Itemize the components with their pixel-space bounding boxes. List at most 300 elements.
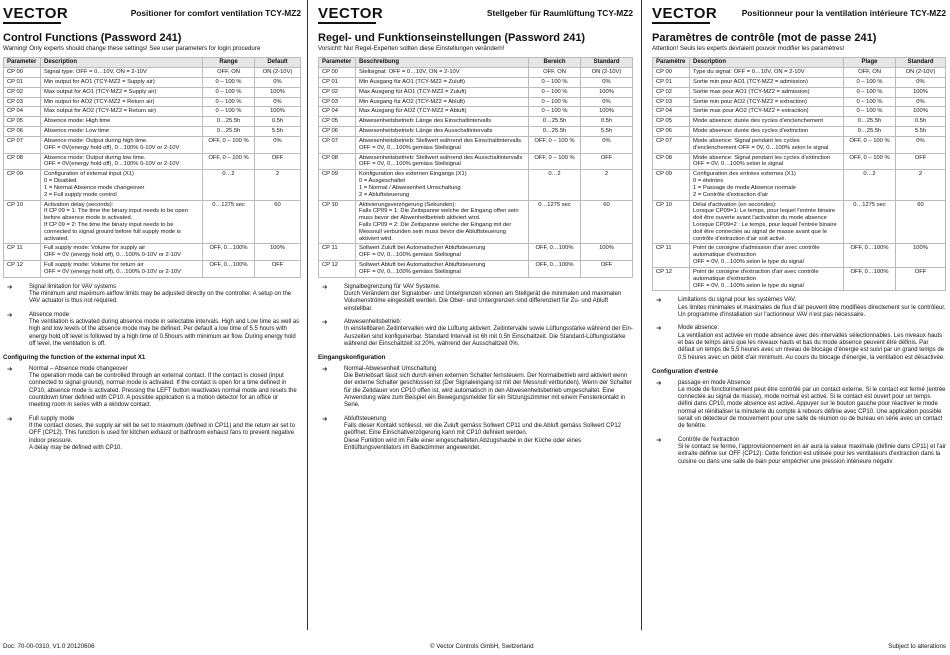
- param-description: Type du signal: OFF = 0…10V, ON = 2-10V: [690, 68, 844, 78]
- table-row: [319, 244, 633, 261]
- table-row: [319, 77, 633, 87]
- page-header: [3, 0, 301, 24]
- table-row: [653, 127, 946, 137]
- table-row: [319, 107, 633, 117]
- param-range: OFF, 0…100%: [203, 261, 255, 278]
- header-title: Stellgeber für Raumlüftung TCY-MZ2: [486, 8, 633, 18]
- note-body: Si le contact se ferme, l'approvisionnement en air aura la valeur maximale (définie dans CP11) et l'air extraite définie sur OFF (CP12). Cette fonction est utilisée pour les ventilateurs d'extraction dans la cuisine ou dans une salle de bain pour empêcher une pression intérieure négativ: [678, 444, 946, 465]
- param-default: 60: [255, 200, 301, 244]
- note-text: [678, 437, 946, 466]
- vector-logo: VECTOR: [318, 5, 384, 22]
- subsection-heading: Eingangskonfiguration: [318, 354, 386, 362]
- table-row: [319, 127, 633, 137]
- note-item: [652, 380, 946, 431]
- section-title: Paramètres de contrôle (mot de passe 241): [652, 32, 877, 44]
- column-french: [652, 0, 946, 630]
- param-default: 2: [255, 170, 301, 200]
- param-code: CP 05: [653, 117, 690, 127]
- param-default: 60: [896, 200, 946, 244]
- note-item: [652, 297, 946, 319]
- param-description: Sortie max pour AO2 (TCY-MZ2 = extraction): [690, 107, 844, 117]
- param-default: 100%: [581, 107, 633, 117]
- table-row: [653, 97, 946, 107]
- param-range: 0…25.5h: [844, 127, 896, 137]
- table-row: [653, 107, 946, 117]
- param-range: 0…25.5h: [203, 127, 255, 137]
- param-default: 0.5h: [896, 117, 946, 127]
- table-row: [4, 170, 301, 200]
- param-default: 0.5h: [255, 117, 301, 127]
- param-range: 0…25.5h: [529, 127, 581, 137]
- section-title: Control Functions (Password 241): [3, 32, 182, 44]
- footer-copyright: © Vector Controls GmbH, Switzerland: [430, 643, 534, 650]
- table-row: [653, 117, 946, 127]
- note-title: Mode absence:: [678, 325, 720, 332]
- param-description: Min Ausgang für AO1 (TCY-MZ2 = Zuluft): [356, 77, 529, 87]
- param-default: 0%: [255, 97, 301, 107]
- param-code: CP 11: [4, 244, 41, 261]
- note-body: The ventilation is activated during absence mode in selectable intervals. High and Low time as well as high and low levels of the absence mode may be defined. Per default a low time of 5.5 hours with energy hold off level is followed by a high time of 0.5hours with minimum air flow. During energy hold off level, the ventilation is off.: [29, 319, 300, 347]
- header-title: Positionneur pour la ventilation intérieure TCY-MZ2: [741, 8, 946, 18]
- note-text: [29, 284, 301, 306]
- param-description: Sollwert Zuluft bei Automatischer Abluftsteuerung OFF = 0V, 0…100% gemäss Stellsignal: [356, 244, 529, 261]
- param-code: CP 04: [653, 107, 690, 117]
- page-header: [318, 0, 633, 24]
- col-header-range: Bereich: [529, 58, 581, 68]
- note-text: [344, 416, 633, 453]
- note-title: Signal limitation for VAV systems: [29, 283, 117, 290]
- param-default: 5.5h: [255, 127, 301, 137]
- note-item: [3, 366, 301, 410]
- note-text: [678, 380, 946, 431]
- col-header-description: Description: [690, 58, 844, 68]
- param-range: OFF, ON: [844, 68, 896, 78]
- param-default: 0%: [255, 136, 301, 153]
- vector-logo: VECTOR: [3, 5, 69, 22]
- param-range: 0 – 100 %: [203, 77, 255, 87]
- param-default: OFF: [581, 153, 633, 170]
- param-code: CP 04: [4, 107, 41, 117]
- param-range: 0 – 100 %: [529, 87, 581, 97]
- param-range: 0…1275 sec: [844, 200, 896, 244]
- note-item: [652, 437, 946, 466]
- col-header-default: Default: [255, 58, 301, 68]
- note-title: Abluftsteuerung: [344, 415, 387, 422]
- param-default: 0%: [581, 77, 633, 87]
- param-code: CP 05: [4, 117, 41, 127]
- param-code: CP 08: [319, 153, 356, 170]
- param-range: OFF, 0…100%: [844, 267, 896, 290]
- param-code: CP 12: [319, 261, 356, 278]
- param-code: CP 10: [319, 200, 356, 244]
- param-range: 0 – 100 %: [844, 97, 896, 107]
- param-range: 0…25.5h: [844, 117, 896, 127]
- param-description: Absence mode: Output during high time. OFF = 0V(energy hold off), 0…100% 0-10V or 2-10V: [41, 136, 203, 153]
- param-description: Activation delay (seconds): If CP 09 = 1: The time the binary input needs to be open before absence mode is activated. If CP 09 = 2: The time the binary input needs to be connected to signal ground before full supply mode is activated.: [41, 200, 203, 244]
- subsection-heading: Configuring the function of the external input X1: [3, 354, 146, 362]
- param-default: 100%: [896, 107, 946, 117]
- col-header-parameter: Parameter: [4, 58, 41, 68]
- param-code: CP 12: [4, 261, 41, 278]
- table-body: [4, 68, 301, 278]
- param-description: Full supply mode: Volume for return air OFF = 0V (energy hold off), 0…100% 0-10V or 2-10V: [41, 261, 203, 278]
- table-row: [653, 77, 946, 87]
- note-body: Le mode de fonctionnement peut être contrôlé par un contact externe. Si le contact est fermé (entrée connectée au signal de masse), mode normal est activé. Si le contact est ouvert pour un temps défini dans CP10, mode absence est activé. Appuyer sur le bouton gauche pour réactiver le mode normal et réinitialiser la minuterie du compte à rebours définie avec CP10. Une application possible serait un détecteur de mouvement pour une salle de réunion ou de bureau en série avec un contact de fenêtre.: [678, 386, 946, 430]
- param-description: Abwesenheitsbetrieb: Stellwert während des Ausschaltintervalls OFF = 0V, 0…100% gemäss Stellsignal: [356, 153, 529, 170]
- section-title: Regel- und Funktionseinstellungen (Password 241): [318, 32, 586, 44]
- table-row: [4, 153, 301, 170]
- note-title: Contrôle de l'extraction: [678, 436, 740, 443]
- note-body: If the contact closes, the supply air will be set to maximum (defined in CP11) and the return air set to OFF (CP12). This function is used for kitchen exhaust or bathroom exhaust fans to prevent negative indoor pressure. A delay may be defined with CP10.: [29, 423, 296, 451]
- param-description: Absence mode: Low time: [41, 127, 203, 137]
- table-row: [653, 244, 946, 267]
- warning-text: Attention! Seuls les experts devraient pouvoir modifier les paramètres!: [652, 45, 845, 52]
- param-code: CP 09: [319, 170, 356, 200]
- note-item: [3, 416, 301, 453]
- note-item: [652, 325, 946, 362]
- note-item: [318, 416, 633, 453]
- param-description: Min output for AO2 (TCY-MZ2 = Return air): [41, 97, 203, 107]
- param-range: OFF, 0…100%: [844, 244, 896, 267]
- param-code: CP 08: [4, 153, 41, 170]
- param-code: CP 02: [4, 87, 41, 97]
- note-title: Limitations du signal pour les systèmes VAV.: [678, 297, 797, 304]
- param-code: CP 06: [319, 127, 356, 137]
- arrow-icon: ➔: [322, 283, 328, 291]
- note-item: [3, 284, 301, 306]
- column-english: [3, 0, 301, 630]
- param-description: Max Ausgang für AO1 (TCY-MZ2 = Zuluft): [356, 87, 529, 97]
- notes-block: [3, 284, 301, 453]
- note-body: The minimum and maximum airflow limits may be adjusted directly on the controller. A setup on the VAV actuator is thus not required.: [29, 291, 292, 305]
- param-range: 0 – 100 %: [529, 107, 581, 117]
- param-range: 0 – 100 %: [529, 97, 581, 107]
- param-code: CP 03: [319, 97, 356, 107]
- param-range: OFF, 0…100%: [203, 244, 255, 261]
- param-code: CP 06: [4, 127, 41, 137]
- table-row: [319, 97, 633, 107]
- table-body: [653, 68, 946, 291]
- column-divider: [307, 0, 308, 630]
- param-code: CP 03: [653, 97, 690, 107]
- table-row: [4, 77, 301, 87]
- col-header-parameter: Paramètre: [653, 58, 690, 68]
- table-row: [4, 200, 301, 244]
- param-code: CP 09: [653, 170, 690, 200]
- footer-disclaimer: Subject to alterations: [888, 643, 946, 650]
- note-body: In einstellbaren Zeitintervallen wird die Lüftung aktiviert. Zeitintervalle sowie Lüftungsstärke während der Ein-Auszeiten sind konfigurierbar. Standard Intervall ist 6h mit 0.5h Einschaltzeit. Die Standard-Lüftungsstärke während der Einschaltzeit ist 20%, während der Ausschaltzeit 0%.: [344, 326, 633, 347]
- param-default: 100%: [255, 107, 301, 117]
- param-code: CP 07: [653, 136, 690, 153]
- param-description: Signal type: OFF = 0…10V, ON = 2-10V: [41, 68, 203, 78]
- col-header-range: Plage: [844, 58, 896, 68]
- arrow-icon: ➔: [656, 436, 662, 444]
- note-title: passage en mode Absence: [678, 379, 751, 386]
- note-body: Les limites minimales et maximales de flux d'air peuvent être modifiées directement sur le contrôleur. Un programme d'installation sur l'actionneur VAV n'est pas nécessaire.: [678, 304, 946, 319]
- param-default: OFF: [255, 153, 301, 170]
- param-description: Sortie min pour AO2 (TCY-MZ2 = extraction): [690, 97, 844, 107]
- param-range: OFF, 0 – 100 %: [203, 153, 255, 170]
- param-description: Abwesenheitsbetrieb: Länge des Ausschaltintervalls: [356, 127, 529, 137]
- note-title: Abwesenheitsbetrieb:: [344, 319, 402, 326]
- param-default: ON (2-10V): [581, 68, 633, 78]
- table-row: [653, 200, 946, 244]
- arrow-icon: ➔: [7, 311, 13, 319]
- table-row: [4, 107, 301, 117]
- subsection-heading: Configuration d'entrée: [652, 367, 719, 375]
- param-default: 100%: [581, 244, 633, 261]
- param-description: Configuration des entrées externes (X1) 0 = éteintes 1 = Passage de mode Absence normale 2 = Contrôle d'extraction d'air: [690, 170, 844, 200]
- note-body: Falls dieser Kontakt schliesst, wir die Zuluft gemäss Sollwert CP11 und die Abluft gemäss Sollwert CP12 geöffnet. Eine Einschaltverzögerung kann mit CP10 definiert werden. Diese Funktion wird im Falle einer eingeschalteten Abzugshaube in der Küche oder eines Entlüftungsventilators im Badezimmer angewendet.: [344, 423, 622, 451]
- param-range: OFF, ON: [203, 68, 255, 78]
- param-description: Mode absence: durée des cycles d'enclenchement: [690, 117, 844, 127]
- param-code: CP 05: [319, 117, 356, 127]
- param-default: 100%: [255, 87, 301, 97]
- col-header-default: Standard: [581, 58, 633, 68]
- param-range: 0…1275 sec: [203, 200, 255, 244]
- note-title: Signalbegrenzung für VAV Systeme.: [344, 283, 441, 290]
- note-text: [678, 325, 946, 362]
- param-code: CP 02: [653, 87, 690, 97]
- param-code: CP 07: [4, 136, 41, 153]
- param-description: Absence mode: High time: [41, 117, 203, 127]
- param-range: OFF, 0 – 100 %: [844, 136, 896, 153]
- param-description: Configuration of external input (X1) 0 = Disabled 1 = Normal Absence mode changeover 2 = Full supply mode control: [41, 170, 203, 200]
- warning-text: Vorsicht! Nur Regel-Experten sollten diese Einstellungen verändern!: [318, 45, 505, 52]
- param-description: Sortie max pour AO1 (TCY-MZ2 = admission): [690, 87, 844, 97]
- param-description: Mode absence: Signal pendant les cycles d'enclenchement OFF = 0V, 0…100% selon le signal: [690, 136, 844, 153]
- note-title: Normal-Abwesenheit Umschaltung: [344, 365, 437, 372]
- column-divider: [641, 0, 642, 630]
- note-body: Die Betriebsart lässt sich durch einen externen Schalter fernsteuern. Der Normalbetrieb wird aktiviert wenn der externe Schalter geschlossen ist (Der Signaleingang ist mit der Messnull verbunden). Wenn der Schalter für die Zeitdauer von CP10 offen ist, wird automatisch in den Abwesenheitsbetrieb umgeschaltet. Eine Anwendung wäre zum Beispiel ein Bewegungsmelder für ein Sitzungszimmer mit einem Fensterkontakt in Serie.: [344, 373, 632, 409]
- param-description: Sollwert Abluft bei Automatischer Abluftsteuerung OFF = 0V, 0…100% gemäss Stellsignal: [356, 261, 529, 278]
- table-row: [319, 87, 633, 97]
- arrow-icon: ➔: [322, 319, 328, 327]
- param-default: 0%: [255, 77, 301, 87]
- param-description: Full supply mode: Volume for supply air OFF = 0V (energy hold off), 0…100% 0-10V or 2-10V: [41, 244, 203, 261]
- table-row: [653, 267, 946, 290]
- param-code: CP 10: [4, 200, 41, 244]
- arrow-icon: ➔: [322, 365, 328, 373]
- table-row: [4, 117, 301, 127]
- note-title: Full supply mode: [29, 415, 75, 422]
- param-description: Min output for AO1 (TCY-MZ2 = Supply air): [41, 77, 203, 87]
- col-header-range: Range: [203, 58, 255, 68]
- arrow-icon: ➔: [656, 379, 662, 387]
- param-description: Max Ausgang für AO2 (TCY-MZ2 = Abluft): [356, 107, 529, 117]
- note-text: [29, 366, 301, 410]
- table-body: [319, 68, 633, 278]
- param-description: Mode absence: Signal pendant les cycles d'extinction OFF = 0V, 0…100% selon le signal: [690, 153, 844, 170]
- param-code: CP 10: [653, 200, 690, 244]
- param-default: ON (2-10V): [255, 68, 301, 78]
- arrow-icon: ➔: [7, 283, 13, 291]
- table-row: [4, 127, 301, 137]
- param-range: 0…2: [529, 170, 581, 200]
- note-title: Normal – Absence mode changeover: [29, 365, 128, 372]
- param-range: OFF, 0 – 100 %: [529, 153, 581, 170]
- table-row: [319, 261, 633, 278]
- param-range: 0 – 100 %: [844, 87, 896, 97]
- param-range: 0…1275 sec: [529, 200, 581, 244]
- param-range: 0…2: [844, 170, 896, 200]
- param-default: 5.5h: [896, 127, 946, 137]
- param-default: 0%: [581, 97, 633, 107]
- param-range: 0…25.5h: [203, 117, 255, 127]
- table-row: [653, 170, 946, 200]
- param-description: Stellsignal: OFF = 0…10V, ON = 2-10V: [356, 68, 529, 78]
- param-range: 0 – 100 %: [529, 77, 581, 87]
- param-range: OFF, ON: [529, 68, 581, 78]
- param-description: Max output for AO2 (TCY-MZ2 = Return air): [41, 107, 203, 117]
- param-default: OFF: [896, 267, 946, 290]
- note-text: [29, 416, 301, 453]
- param-range: OFF, 0…100%: [529, 244, 581, 261]
- param-range: OFF, 0…100%: [529, 261, 581, 278]
- param-default: 0.5h: [581, 117, 633, 127]
- note-body: Durch Verändern der Signalober- und Untergrenzen können am Stellgerät die minimalen und maximalen Volumenströme eingestellt werden. Die Ober- und Untergrenzen sind differenziert für Zu- und Abluft einstellbar.: [344, 291, 622, 312]
- param-default: ON (2-10V): [896, 68, 946, 78]
- param-code: CP 03: [4, 97, 41, 107]
- param-description: Point de consigne d'extraction d'air avec contrôle automatique d'extraction OFF = 0V, 0…100% selon le type du signal: [690, 267, 844, 290]
- param-description: Délai d'activation (en secondes): Lorsque CP09=1: Le temps, pour lequel l'entrée binaire doit être ouverte avant l'activation du mode absence Lorsque CP09=2 : Le temps, pour lequel l'entrée binaire doit être connectée au signal de masse avant que le contrôle d'extraction d'air soit activé.: [690, 200, 844, 244]
- warning-text: Warning! Only experts should change these settings! See user parameters for login procedure: [3, 45, 261, 52]
- col-header-description: Description: [41, 58, 203, 68]
- param-description: Aktivierungsverzögerung (Sekunden): Falls CP09 = 1: Die Zeitspanne welche der Eingang offen sein muss bevor der Abwenheitbetrieb aktiviert wird. Falls CP09 = 2: Die Zeitspanne welche der Eingang mit der Messnull verbunden sein muss bevor die Abluftsteuerung aktiviert wird.: [356, 200, 529, 244]
- note-item: [318, 366, 633, 410]
- table-row: [653, 136, 946, 153]
- param-default: OFF: [255, 261, 301, 278]
- table-row: [319, 153, 633, 170]
- param-code: CP 01: [319, 77, 356, 87]
- param-default: 60: [581, 200, 633, 244]
- param-default: 2: [896, 170, 946, 200]
- parameter-table: [652, 57, 946, 291]
- param-code: CP 01: [653, 77, 690, 87]
- param-range: 0…25.5h: [529, 117, 581, 127]
- notes-block: [318, 284, 633, 453]
- table-row: [4, 68, 301, 78]
- param-default: OFF: [896, 153, 946, 170]
- param-description: Max output for AO1 (TCY-MZ2 = Supply air): [41, 87, 203, 97]
- param-default: 0%: [896, 136, 946, 153]
- param-code: CP 07: [319, 136, 356, 153]
- param-code: CP 00: [319, 68, 356, 78]
- parameter-table: [3, 57, 301, 278]
- column-german: [318, 0, 633, 630]
- note-text: [344, 366, 633, 410]
- arrow-icon: ➔: [656, 297, 662, 305]
- note-text: [678, 297, 946, 319]
- param-range: OFF, 0 – 100 %: [529, 136, 581, 153]
- arrow-icon: ➔: [7, 415, 13, 423]
- note-item: [318, 284, 633, 313]
- param-description: Absence mode: Output during low time. OFF = 0V(energy hold off), 0…100% 0-10V or 2-10V: [41, 153, 203, 170]
- param-code: CP 08: [653, 153, 690, 170]
- col-header-default: Standard: [896, 58, 946, 68]
- table-row: [653, 87, 946, 97]
- param-code: CP 11: [653, 244, 690, 267]
- param-default: 100%: [896, 244, 946, 267]
- table-row: [319, 170, 633, 200]
- param-code: CP 00: [653, 68, 690, 78]
- param-description: Konfiguration des externen Eingangs (X1) 0 = Ausgeschaltet 1 = Normal / Abwesenheit Umschaltung 2 = Abluftsteuerung: [356, 170, 529, 200]
- param-default: 5.5h: [581, 127, 633, 137]
- param-description: Sortie min pour AO1 (TCY-MZ2 = admission): [690, 77, 844, 87]
- table-row: [4, 136, 301, 153]
- param-default: 0%: [581, 136, 633, 153]
- param-code: CP 04: [319, 107, 356, 117]
- param-range: OFF, 0 – 100 %: [203, 136, 255, 153]
- param-default: 0%: [896, 77, 946, 87]
- note-body: The operation mode can be controlled through an external contact. If the contact is closed (input connected to signal ground), normal mode is activated. If the contact is open for a time defined in CP10, absence mode is activated. Pressing the LEFT button reactivates normal mode and resets the countdown timer defined with CP10. A possible application is a motion detector for an office or meeting room in series with a window contact.: [29, 373, 297, 409]
- logo-underline: [318, 22, 376, 24]
- footer-doc-number: Doc: 70-00-0310, V1.0 20120606: [3, 643, 95, 650]
- param-code: CP 09: [4, 170, 41, 200]
- arrow-icon: ➔: [7, 365, 13, 373]
- param-code: CP 12: [653, 267, 690, 290]
- param-description: Abwesenheitsbetrieb: Stellwert während des Einschaltintervalls. OFF = 0V, 0…100% gemäss Stellsignal: [356, 136, 529, 153]
- param-code: CP 11: [319, 244, 356, 261]
- table-row: [4, 244, 301, 261]
- note-text: [344, 319, 633, 348]
- col-header-parameter: Parameter: [319, 58, 356, 68]
- param-default: 100%: [581, 87, 633, 97]
- param-range: 0 – 100 %: [844, 77, 896, 87]
- param-range: 0 – 100 %: [844, 107, 896, 117]
- table-row: [653, 153, 946, 170]
- table-row: [653, 68, 946, 78]
- param-default: 100%: [896, 87, 946, 97]
- param-range: 0 – 100 %: [203, 107, 255, 117]
- param-code: CP 01: [4, 77, 41, 87]
- table-row: [319, 68, 633, 78]
- header-title: Positioner for comfort ventilation TCY-MZ2: [130, 8, 301, 18]
- logo-underline: [3, 22, 61, 24]
- note-text: [344, 284, 633, 313]
- table-row: [4, 87, 301, 97]
- note-body: La ventilation est activée en mode absence avec des intervalles sélectionnables. Les niveaux hauts et bas de temps ainsi que les niveaux hauts et bas du mode absence peuvent être définis. Par défaut un temps de 5,5 heures avec un niveau de blocage d'énergie est suivi par un grand temps de 0,5 heures avec un débit d'air minimum. Au cours du blocage d'énergie, la ventilation est désactivée.: [678, 332, 945, 361]
- logo-underline: [652, 22, 710, 24]
- notes-block: [652, 297, 946, 466]
- table-row: [4, 97, 301, 107]
- table-row: [319, 136, 633, 153]
- param-default: 100%: [255, 244, 301, 261]
- param-range: 0 – 100 %: [203, 97, 255, 107]
- param-code: CP 02: [319, 87, 356, 97]
- param-description: Abwesenheitsbetrieb: Länge des Einschaltintervalls: [356, 117, 529, 127]
- note-item: [3, 312, 301, 349]
- arrow-icon: ➔: [322, 415, 328, 423]
- param-range: 0…2: [203, 170, 255, 200]
- param-code: CP 06: [653, 127, 690, 137]
- vector-logo: VECTOR: [652, 5, 718, 22]
- page-header: [652, 0, 946, 24]
- param-description: Min Ausgang für AO2 (TCY-MZ2 = Abluft): [356, 97, 529, 107]
- param-description: Mode absence: durée des cycles d'extinction: [690, 127, 844, 137]
- arrow-icon: ➔: [656, 325, 662, 333]
- table-row: [4, 261, 301, 278]
- param-default: 0%: [896, 97, 946, 107]
- param-description: Point de consigne d'admission d'air avec contrôle automatique d'extraction OFF = 0V, 0…100% selon le type du signal: [690, 244, 844, 267]
- parameter-table: [318, 57, 633, 278]
- table-row: [319, 200, 633, 244]
- param-range: 0 – 100 %: [203, 87, 255, 97]
- col-header-description: Beschreibung: [356, 58, 529, 68]
- param-default: OFF: [581, 261, 633, 278]
- note-title: Absence mode: [29, 311, 70, 318]
- note-item: [318, 319, 633, 348]
